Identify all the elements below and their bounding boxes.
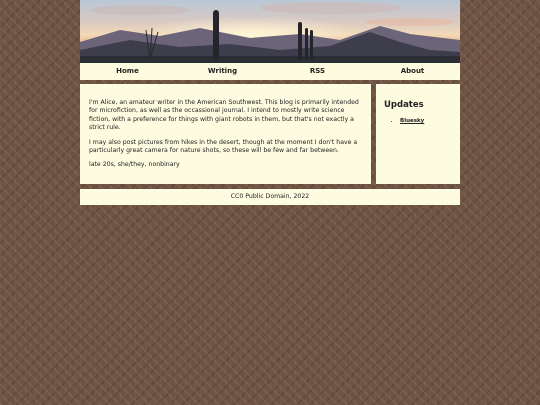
main-nav xyxy=(80,63,460,80)
nav-writing-link[interactable]: Writing xyxy=(207,67,238,75)
intro-panel xyxy=(80,84,371,184)
list-item xyxy=(400,118,452,124)
nav-about-link[interactable]: About xyxy=(400,67,425,75)
nav-rss-link[interactable]: RSS xyxy=(309,67,326,75)
updates-list xyxy=(384,118,452,124)
intro-paragraph: I'm Alice, an amateur writer in the American Southwest. This blog is primarily intended for microfiction, as well as the occassional journal. I intend to mostly write science fiction, with a preference for things with giant robots in them, but that's not exactly a strict rule. xyxy=(89,99,359,132)
footer: CC0 Public Domain, 2022 xyxy=(80,189,460,205)
header-banner-image xyxy=(80,0,460,63)
identity-paragraph: late 20s, she/they, nonbinary xyxy=(89,161,180,169)
bluesky-link[interactable]: Bluesky xyxy=(400,118,425,124)
photos-paragraph: I may also post pictures from hikes in the desert, though at the moment I don't have a particularly great camera for nature shots, so these will be few and far between. xyxy=(89,138,358,155)
page-container xyxy=(80,0,460,200)
updates-sidebar xyxy=(376,84,460,184)
updates-heading: Updates xyxy=(384,100,424,110)
nav-home-link[interactable]: Home xyxy=(116,67,139,75)
desert-landscape-illustration xyxy=(80,0,460,63)
